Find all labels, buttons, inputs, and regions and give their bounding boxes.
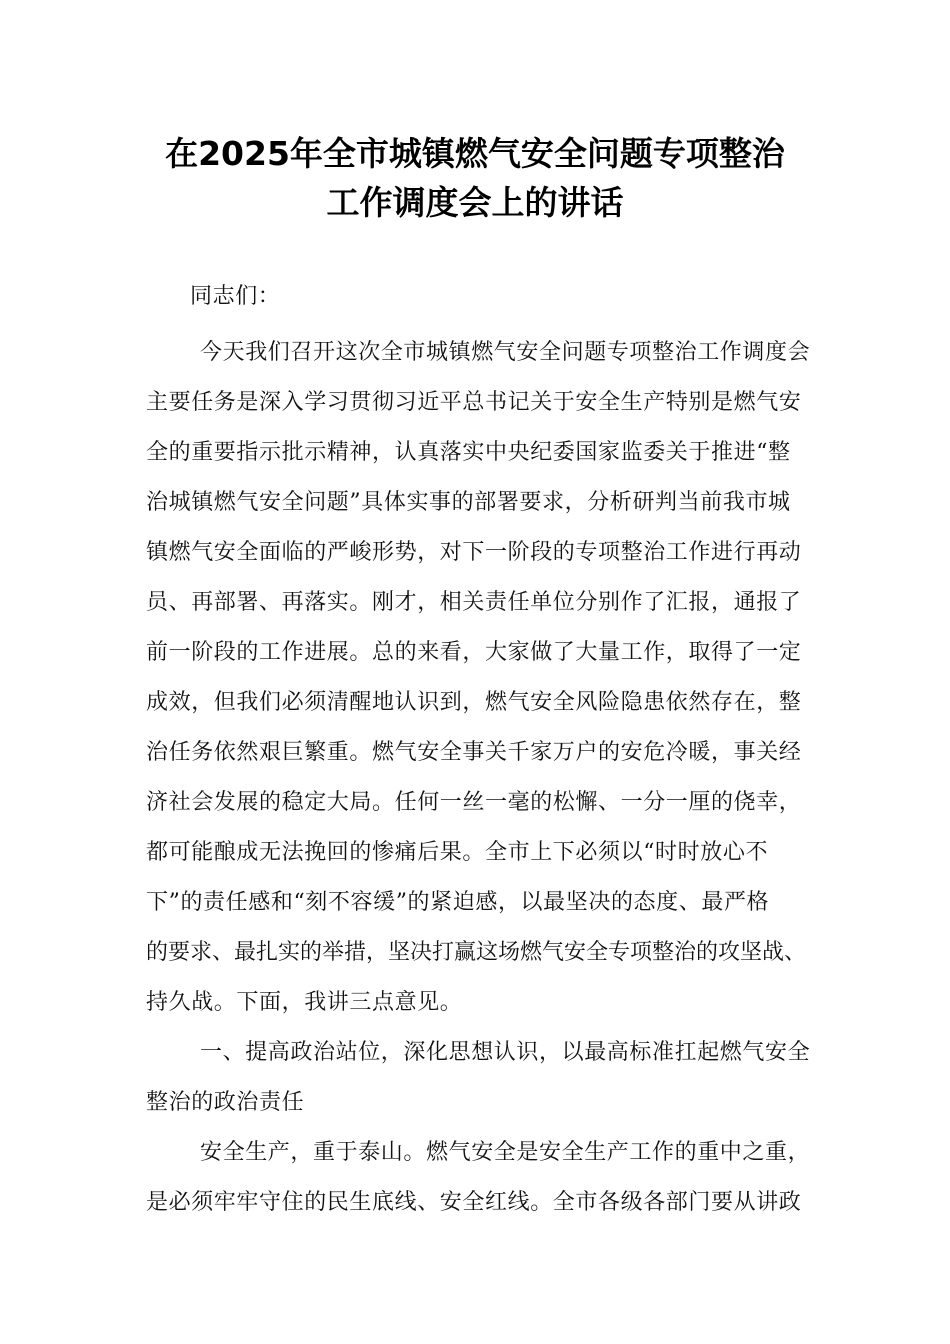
paragraph-line: 今天我们召开这次全市城镇燃气安全问题专项整治工作调度会	[200, 340, 811, 365]
paragraph-line: 成效，但我们必须清醒地认识到，燃气安全风险隐患依然存在，整	[146, 690, 802, 715]
paragraph-line: 员、再部署、再落实。刚才，相关责任单位分别作了汇报，通报了	[146, 590, 802, 615]
paragraph-line: 安全生产，重于泰山。燃气安全是安全生产工作的重中之重，	[200, 1140, 811, 1165]
section-heading-line: 整治的政治责任	[146, 1090, 305, 1115]
paragraph-line: 持久战。下面，我讲三点意见。	[146, 990, 463, 1015]
paragraph-line: 的要求、最扎实的举措，坚决打赢这场燃气安全专项整治的攻坚战、	[146, 940, 807, 965]
paragraph-line: 治任务依然艰巨繁重。燃气安全事关千家万户的安危冷暖，事关经	[146, 740, 802, 765]
section-heading-line: 一、提高政治站位，深化思想认识，以最高标准扛起燃气安全	[200, 1040, 811, 1065]
paragraph-line: 镇燃气安全面临的严峻形势，对下一阶段的专项整治工作进行再动	[146, 540, 802, 565]
paragraph-line: 都可能酿成无法挽回的惨痛后果。全市上下必须以“时时放心不	[146, 840, 769, 865]
paragraph-line: 济社会发展的稳定大局。任何一丝一毫的松懈、一分一厘的侥幸，	[146, 790, 802, 815]
paragraph-line: 主要任务是深入学习贯彻习近平总书记关于安全生产特别是燃气安	[146, 390, 802, 415]
paragraph-line: 下”的责任感和“刻不容缓”的紧迫感，以最坚决的态度、最严格	[146, 890, 770, 915]
paragraph-line: 全的重要指示批示精神，认真落实中央纪委国家监委关于推进“整	[146, 440, 791, 465]
paragraph-line: 治城镇燃气安全问题”具体实事的部署要求，分析研判当前我市城	[146, 490, 791, 515]
document-title-line-1: 在2025年全市城镇燃气安全问题专项整治	[165, 134, 785, 173]
paragraph-line: 是必须牢牢守住的民生底线、安全红线。全市各级各部门要从讲政	[146, 1190, 802, 1215]
salutation: 同志们：	[190, 284, 281, 309]
paragraph-line: 前一阶段的工作进展。总的来看，大家做了大量工作，取得了一定	[146, 640, 802, 665]
document-title-line-2: 工作调度会上的讲话	[326, 183, 624, 222]
